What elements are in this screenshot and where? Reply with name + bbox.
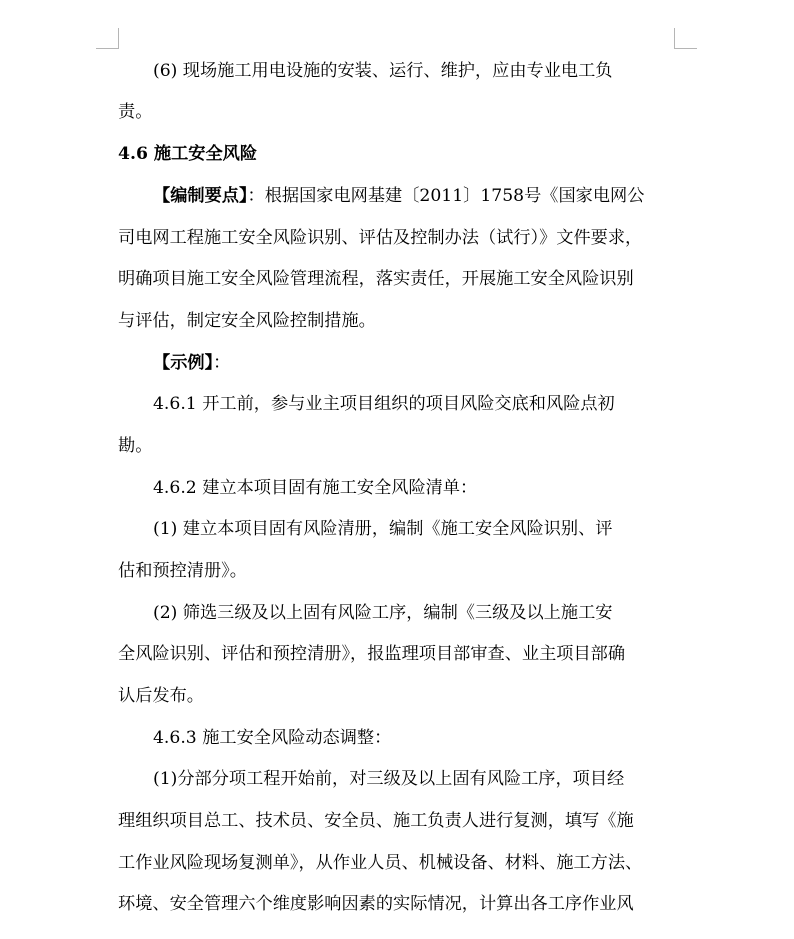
paragraph-line [153, 185, 674, 207]
paragraph-line: 工作业风险现场复测单》，从作业人员、机械设备、材料、施工方法、 [118, 853, 643, 873]
paragraph-line: 勘。 [118, 436, 153, 456]
paragraph-line: 理组织项目总工、技术员、安全员、施工负责人进行复测，填写《施 [118, 811, 634, 831]
top-left-margin-mark [96, 28, 119, 49]
paragraph-line: 全风险识别、评估和预控清册》，报监理项目部审查、业主项目部确 [118, 644, 626, 664]
paragraph-line: 司电网工程施工安全风险识别、评估及控制办法（试行）》文件要求， [118, 228, 643, 248]
paragraph-line: (1)分部分项工程开始前，对三级及以上固有风险工序，项目经 [153, 769, 625, 789]
paragraph-line: 环境、安全管理六个维度影响因素的实际情况，计算出各工序作业风 [118, 894, 634, 914]
paragraph-line: 估和预控清册》。 [118, 561, 247, 581]
paragraph-line [153, 352, 674, 374]
key-points-text: ：根据国家电网基建〔2011〕1758号《国家电网公 [247, 186, 645, 206]
top-right-margin-mark [674, 28, 697, 49]
paragraph-line: 责。 [118, 102, 153, 122]
paragraph-line: 认后发布。 [118, 686, 204, 706]
paragraph-line: 与评估，制定安全风险控制措施。 [118, 311, 376, 331]
example-colon: ： [213, 353, 231, 373]
paragraph-line: (1) 建立本项目固有风险清册，编制《施工安全风险识别、评 [153, 519, 613, 539]
paragraph-line: (2) 筛选三级及以上固有风险工序，编制《三级及以上施工安 [153, 603, 613, 623]
paragraph-line: 明确项目施工安全风险管理流程，落实责任，开展施工安全风险识别 [118, 269, 634, 289]
example-label: 【示例】 [153, 353, 214, 373]
key-points-label: 【编制要点】 [153, 186, 248, 206]
paragraph-line: 4.6.3 施工安全风险动态调整： [153, 728, 392, 748]
paragraph-line: (6) 现场施工用电设施的安装、运行、维护，应由专业电工负 [153, 61, 613, 81]
section-heading: 4.6 施工安全风险 [118, 144, 258, 164]
paragraph-line: 4.6.1 开工前，参与业主项目组织的项目风险交底和风险点初 [153, 394, 615, 414]
paragraph-line: 4.6.2 建立本项目固有施工安全风险清单： [153, 478, 478, 498]
